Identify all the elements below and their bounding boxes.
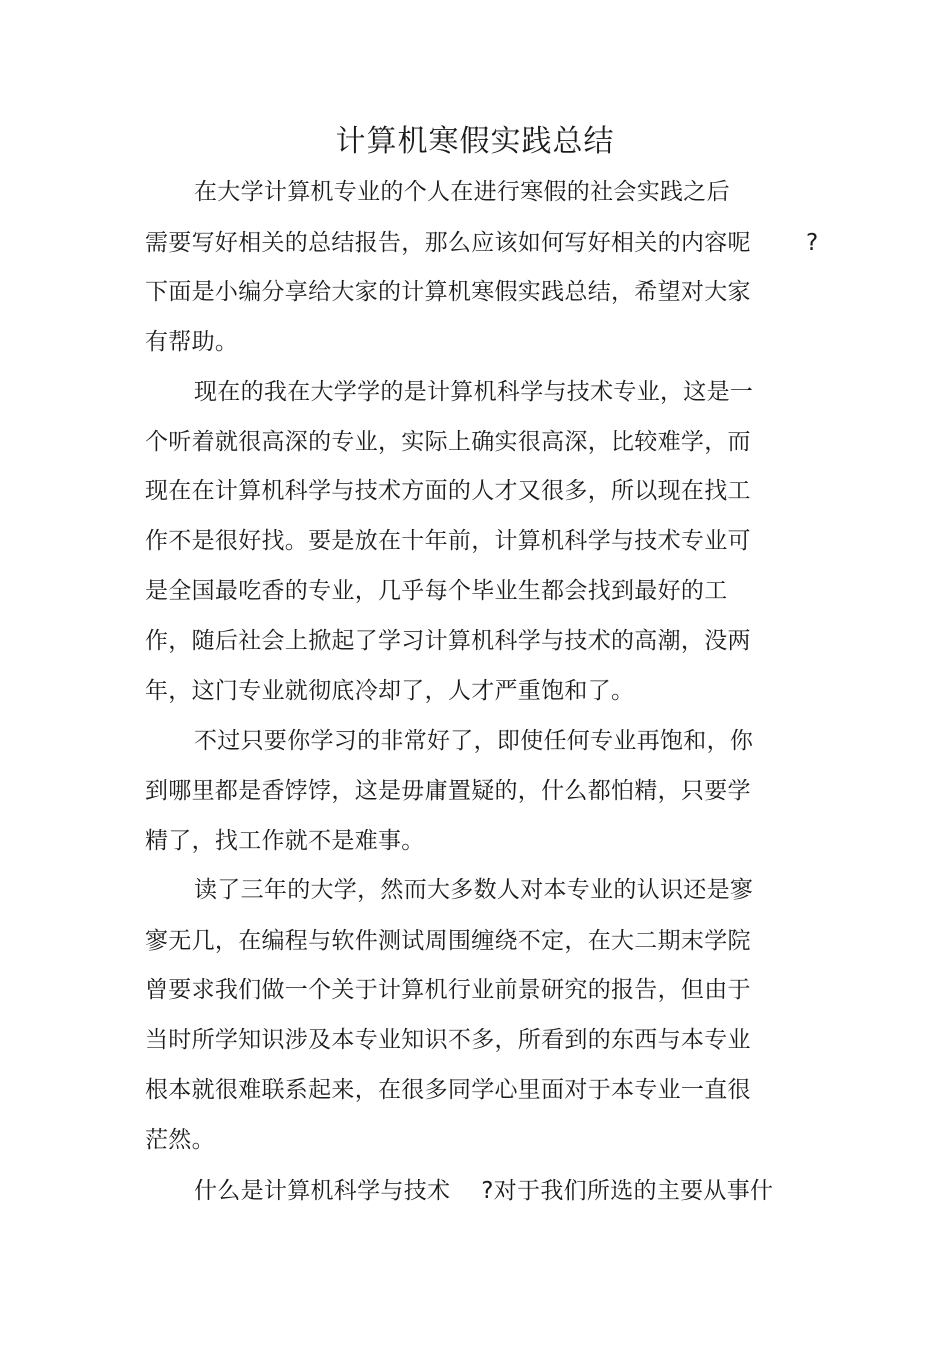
paragraph-4-line-3: 曾要求我们做一个关于计算机行业前景研究的报告，但由于 [145,977,751,1003]
paragraph-2-line-3: 现在在计算机科学与技术方面的人才又很多，所以现在找工 [145,478,751,504]
paragraph-5-line-1: 什么是计算机科学与技术 ?对于我们所选的主要从事什 [194,1178,774,1204]
paragraph-4-line-5: 根本就很难联系起来，在很多同学心里面对于本专业一直很 [145,1077,751,1103]
paragraph-2-line-1: 现在的我在大学学的是计算机科学与技术专业，这是一 [194,379,754,405]
paragraph-2-line-7: 年，这门专业就彻底冷却了，人才严重饱和了。 [145,678,635,704]
paragraph-4-line-4: 当时所学知识涉及本专业知识不多，所看到的东西与本专业 [145,1027,751,1053]
paragraph-4-line-1: 读了三年的大学，然而大多数人对本专业的认识还是寥 [194,877,754,903]
document-title: 计算机寒假实践总结 [335,124,615,159]
paragraph-1-line-1: 在大学计算机专业的个人在进行寒假的社会实践之后 [194,179,730,205]
paragraph-3-line-1: 不过只要你学习的非常好了，即使任何专业再饱和，你 [194,728,754,754]
paragraph-2-line-2: 个听着就很高深的专业，实际上确实很高深，比较难学，而 [145,429,751,455]
paragraph-4-line-6: 茫然。 [145,1127,215,1153]
paragraph-3-line-2: 到哪里都是香饽饽，这是毋庸置疑的，什么都怕精，只要学 [145,778,751,804]
paragraph-1-question-mark: ? [806,230,819,256]
paragraph-2-line-6: 作，随后社会上掀起了学习计算机科学与技术的高潮，没两 [145,628,751,654]
paragraph-4-line-2: 寥无几，在编程与软件测试周围缠绕不定，在大二期末学院 [145,928,751,954]
paragraph-2-line-4: 作不是很好找。要是放在十年前，计算机科学与技术专业可 [145,528,751,554]
paragraph-1-line-2: 需要写好相关的总结报告，那么应该如何写好相关的内容呢 [145,230,751,256]
paragraph-2-line-5: 是全国最吃香的专业，几乎每个毕业生都会找到最好的工 [145,578,728,604]
paragraph-3-line-3: 精了，找工作就不是难事。 [145,828,425,854]
paragraph-1-line-3: 下面是小编分享给大家的计算机寒假实践总结，希望对大家 [145,279,751,305]
paragraph-1-line-4: 有帮助。 [145,329,239,355]
